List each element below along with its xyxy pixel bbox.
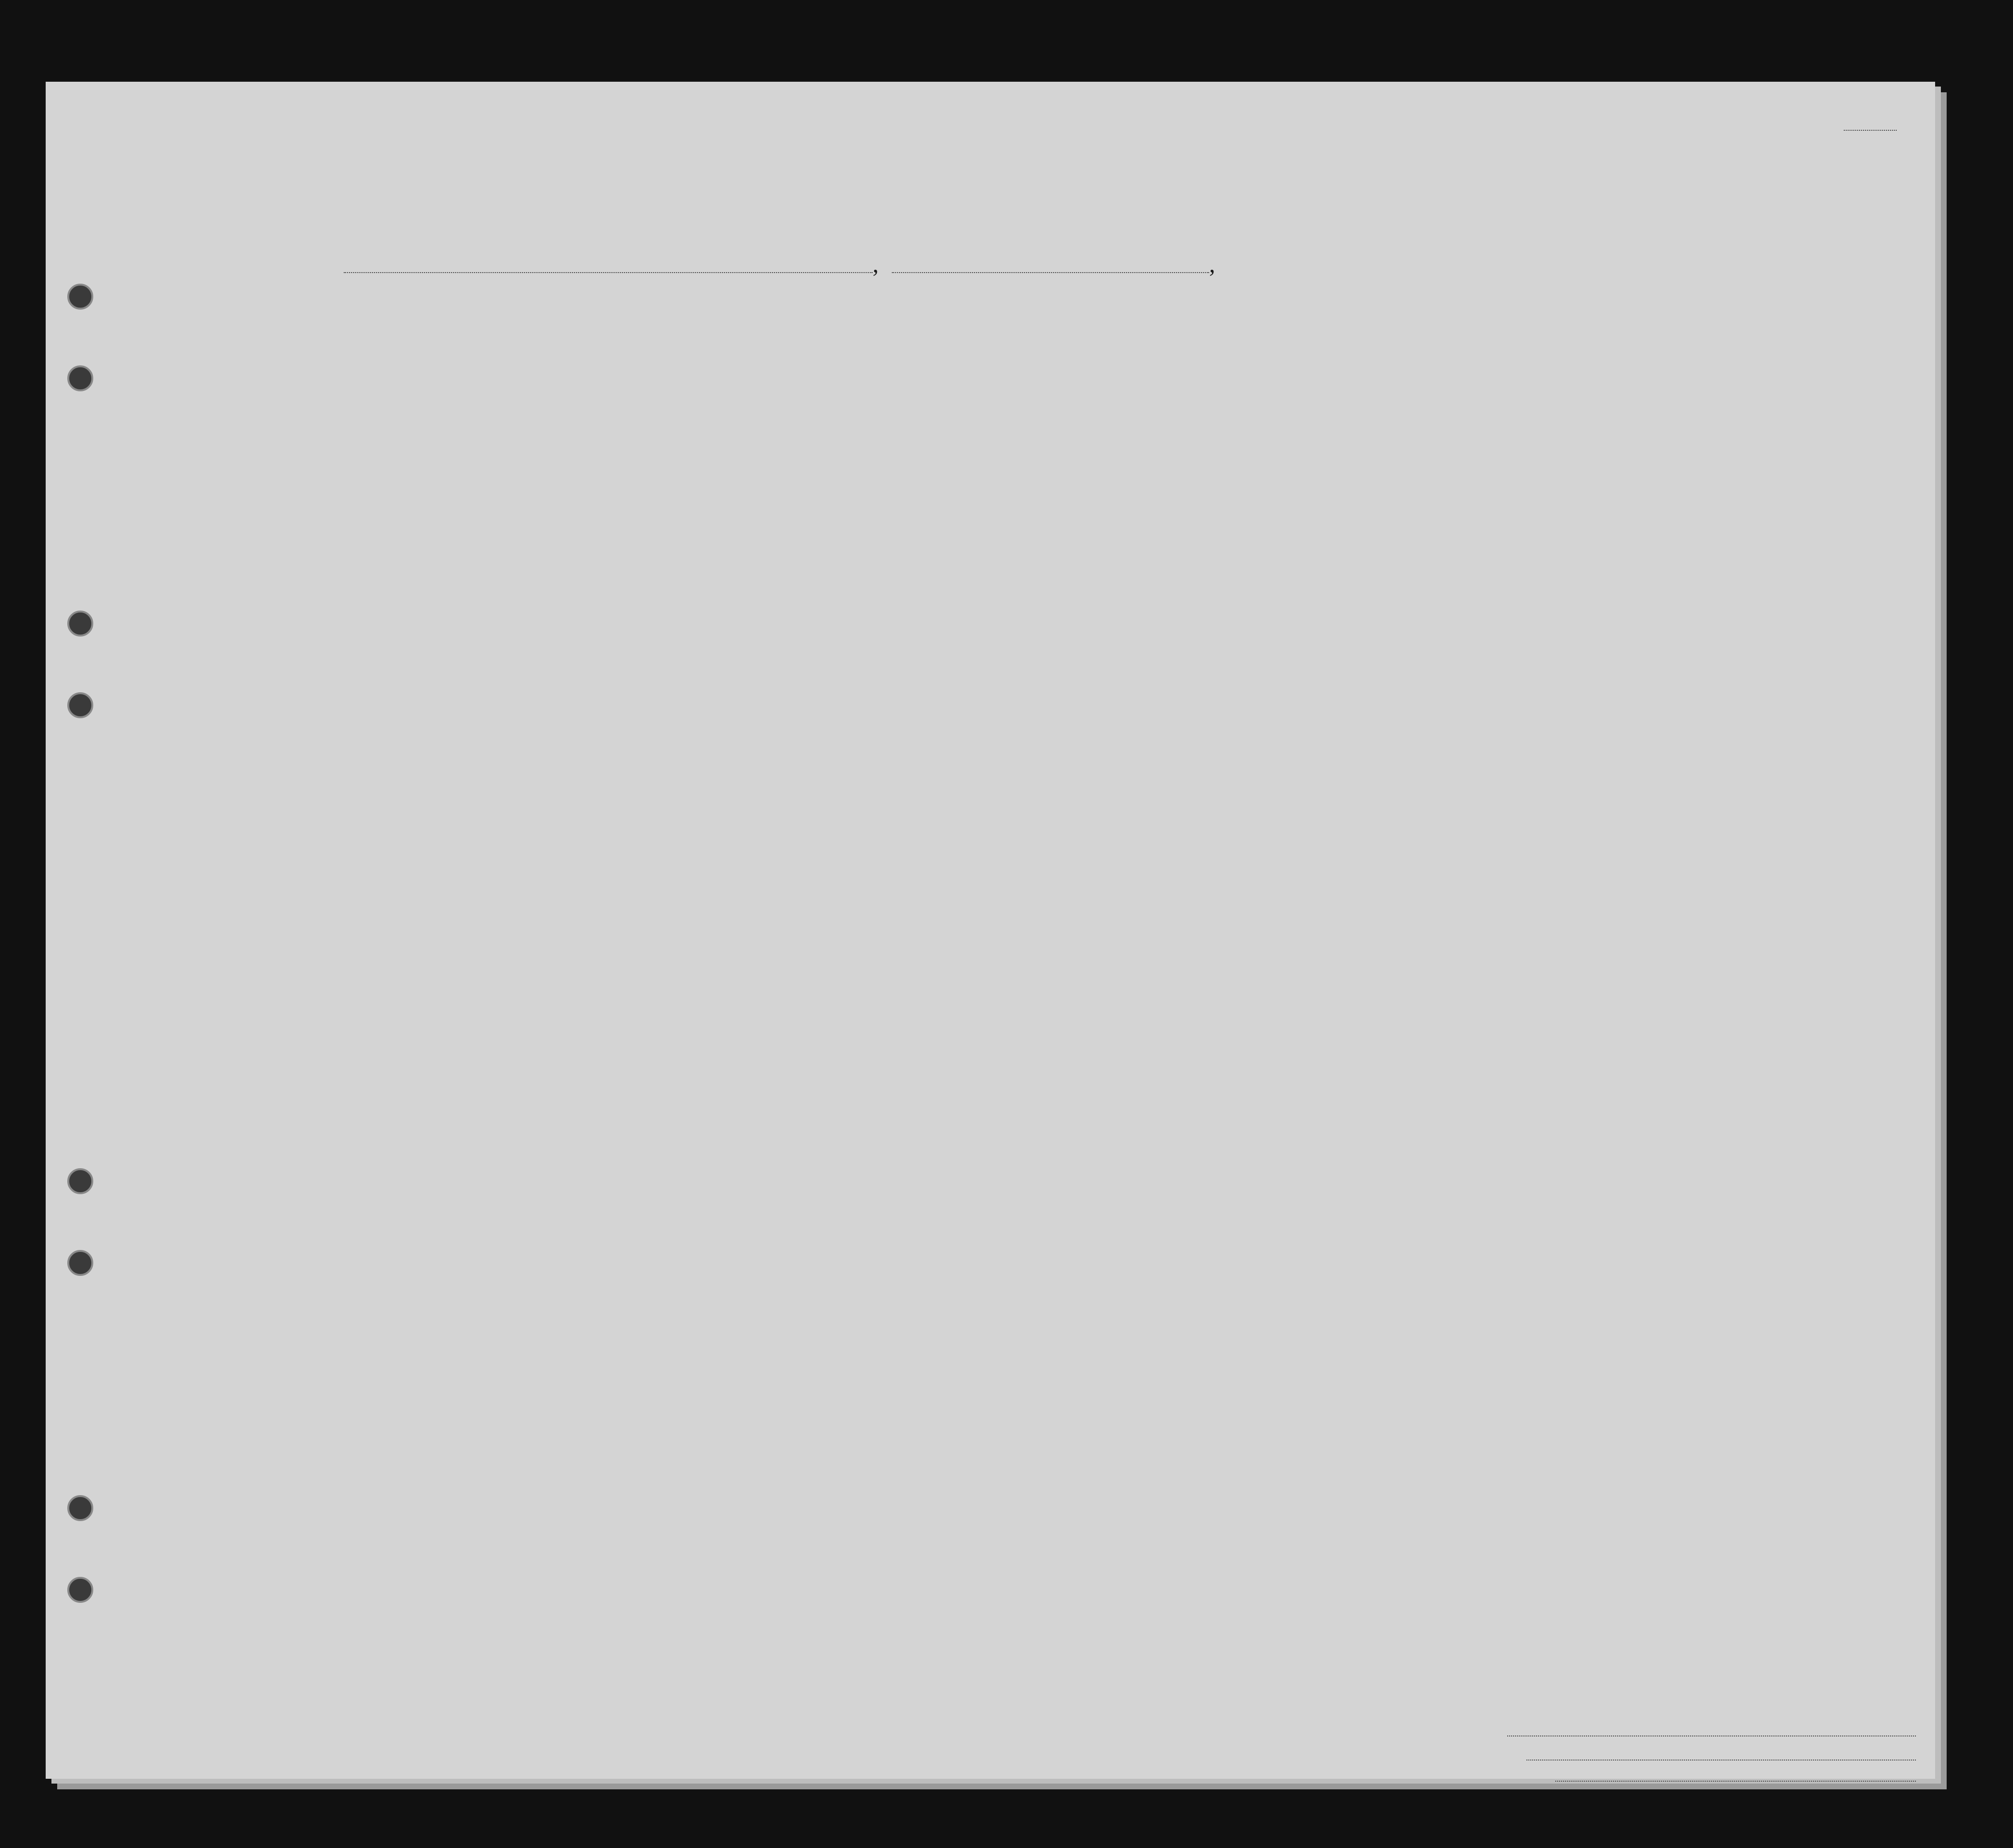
- agents-rule: [1555, 1781, 1916, 1782]
- comma: ,: [1209, 250, 1215, 277]
- comma: ,: [873, 250, 879, 277]
- manifest-grid: [46, 82, 1935, 1779]
- manifest-sheet: [46, 82, 1935, 1779]
- owners-rule: [1526, 1760, 1916, 1761]
